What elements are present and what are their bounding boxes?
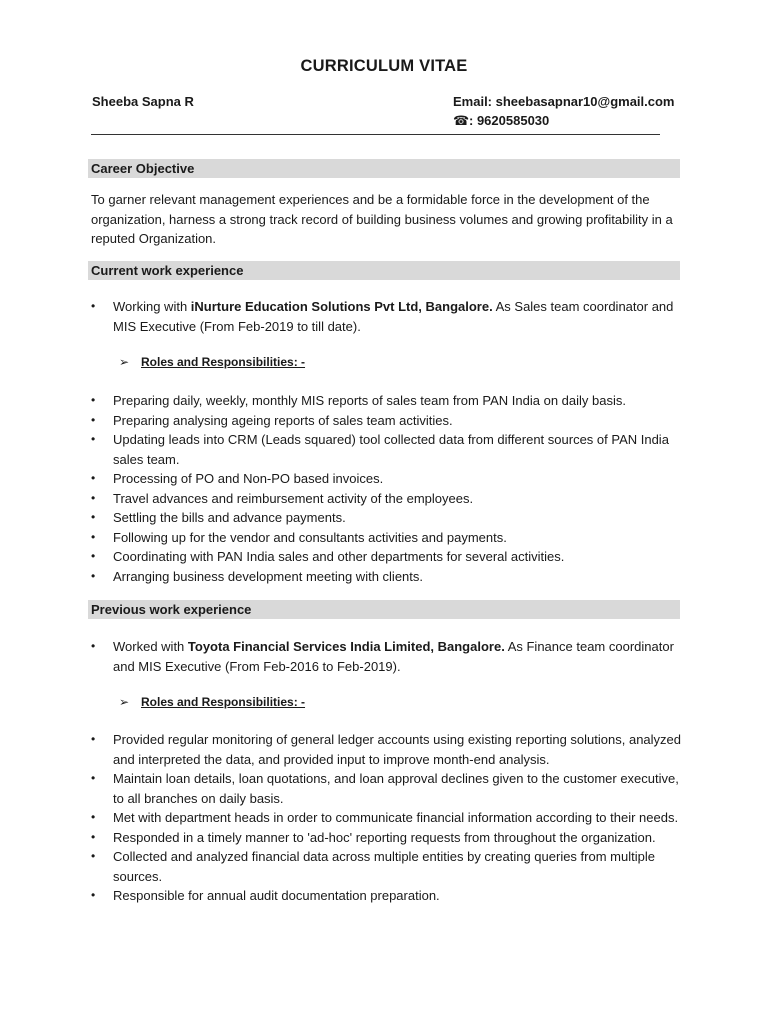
bullet-icon: •: [91, 771, 96, 785]
bullet-icon: •: [91, 732, 96, 746]
email-label: Email:: [453, 94, 496, 109]
list-item: [91, 430, 681, 469]
phone-icon: ☎: [453, 113, 470, 128]
list-item: [91, 567, 681, 587]
bullet-icon: •: [91, 393, 96, 407]
roles-subheading: [119, 355, 305, 369]
intro-suffix: As Finance team coordinator and MIS Executive (From Feb-2016 to Feb-2019).: [113, 639, 674, 674]
current-roles-list: [91, 391, 681, 586]
role-text: Travel advances and reimbursement activity of the employees.: [113, 490, 474, 506]
section-heading-current-work: Current work experience: [88, 261, 680, 280]
list-item: [91, 637, 681, 676]
bullet-icon: •: [91, 471, 96, 485]
role-text: Maintain loan details, loan quotations, and loan approval declines given to the customer executive, to all branches on daily basis.: [113, 771, 679, 806]
role-text: Responsible for annual audit documentation preparation.: [113, 888, 440, 903]
phone-number: 9620585030: [476, 113, 550, 128]
list-item: [91, 808, 681, 828]
header-divider: [91, 134, 660, 135]
document-title: CURRICULUM VITAE: [300, 57, 468, 75]
role-text: Arranging business development meeting with clients.: [113, 568, 424, 584]
list-item: [91, 508, 681, 528]
role-text: Provided regular monitoring of general ledger accounts using existing reporting solutions, analyzed and interpreted the data, and provided input to improve month-end analysis.: [113, 732, 682, 767]
list-item: [91, 528, 681, 548]
role-text: Coordinating with PAN India sales and other departments for several activities.: [113, 549, 565, 564]
company-name: Toyota Financial Services India Limited, Bangalore.: [187, 639, 505, 654]
bullet-icon: •: [91, 510, 96, 524]
bullet-icon: •: [91, 568, 96, 583]
list-item: [91, 469, 681, 489]
role-text: Preparing analysing ageing reports of sales team activities.: [113, 412, 453, 428]
roles-subheading: [119, 695, 305, 709]
bullet-icon: •: [91, 829, 96, 844]
list-item: [91, 391, 681, 411]
bullet-icon: •: [91, 810, 96, 824]
intro-prefix: Worked with: [113, 639, 188, 654]
bullet-icon: •: [91, 432, 96, 446]
intro-prefix: Working with: [113, 299, 191, 314]
list-item: [91, 769, 681, 808]
bullet-icon: •: [91, 849, 96, 863]
role-text: Following up for the vendor and consultants activities and payments.: [113, 529, 507, 545]
bullet-icon: •: [91, 529, 96, 544]
role-text: Collected and analyzed financial data across multiple entities by creating queries from multiple sources.: [113, 849, 655, 884]
list-item: [91, 730, 681, 769]
bullet-icon: •: [91, 639, 96, 653]
bullet-icon: •: [91, 490, 96, 505]
role-text: Updating leads into CRM (Leads squared) tool collected data from different sources of PAN India sales team.: [113, 432, 669, 467]
section-heading-previous-work: Previous work experience: [88, 600, 680, 619]
list-item: [91, 547, 681, 567]
roles-heading-text: Roles and Responsibilities: -: [141, 355, 306, 369]
email-line: [453, 94, 675, 109]
role-text: Preparing daily, weekly, monthly MIS reports of sales team from PAN India on daily basis.: [113, 393, 626, 408]
candidate-name: Sheeba Sapna R: [92, 94, 194, 109]
bullet-icon: •: [91, 412, 96, 427]
role-text: Met with department heads in order to communicate financial information according to their needs.: [113, 810, 679, 825]
roles-heading-text: Roles and Responsibilities: -: [141, 695, 306, 709]
list-item: [91, 489, 681, 509]
bullet-icon: •: [91, 299, 96, 313]
role-text: Processing of PO and Non-PO based invoices.: [113, 471, 384, 486]
previous-work-intro: [91, 637, 681, 676]
bullet-icon: •: [91, 888, 96, 902]
list-item: [91, 828, 681, 848]
career-objective-text: To garner relevant management experiences and be a formidable force in the development of the organization, harness a strong track record of building business volumes and growing profitability in a reputed Organization.: [91, 192, 673, 246]
list-item: [91, 297, 681, 336]
previous-roles-list: [91, 730, 681, 906]
phone-line: [453, 113, 549, 129]
bullet-icon: •: [91, 549, 96, 563]
role-text: Settling the bills and advance payments.: [113, 510, 346, 525]
list-item: [91, 411, 681, 431]
current-work-intro: [91, 297, 681, 336]
list-item: [91, 847, 681, 886]
role-text: Responded in a timely manner to 'ad-hoc' reporting requests from throughout the organization.: [113, 829, 656, 845]
company-name: iNurture Education Solutions Pvt Ltd, Bangalore.: [190, 299, 493, 314]
arrow-bullet-icon: ➢: [119, 695, 130, 709]
section-heading-career-objective: Career Objective: [88, 159, 680, 178]
list-item: [91, 886, 681, 906]
intro-suffix: As Sales team coordinator and MIS Executive (From Feb-2019 to till date).: [113, 299, 674, 334]
arrow-bullet-icon: ➢: [119, 355, 130, 369]
email-address: sheebasapnar10@gmail.com: [495, 94, 675, 109]
phone-separator: :: [469, 113, 477, 128]
